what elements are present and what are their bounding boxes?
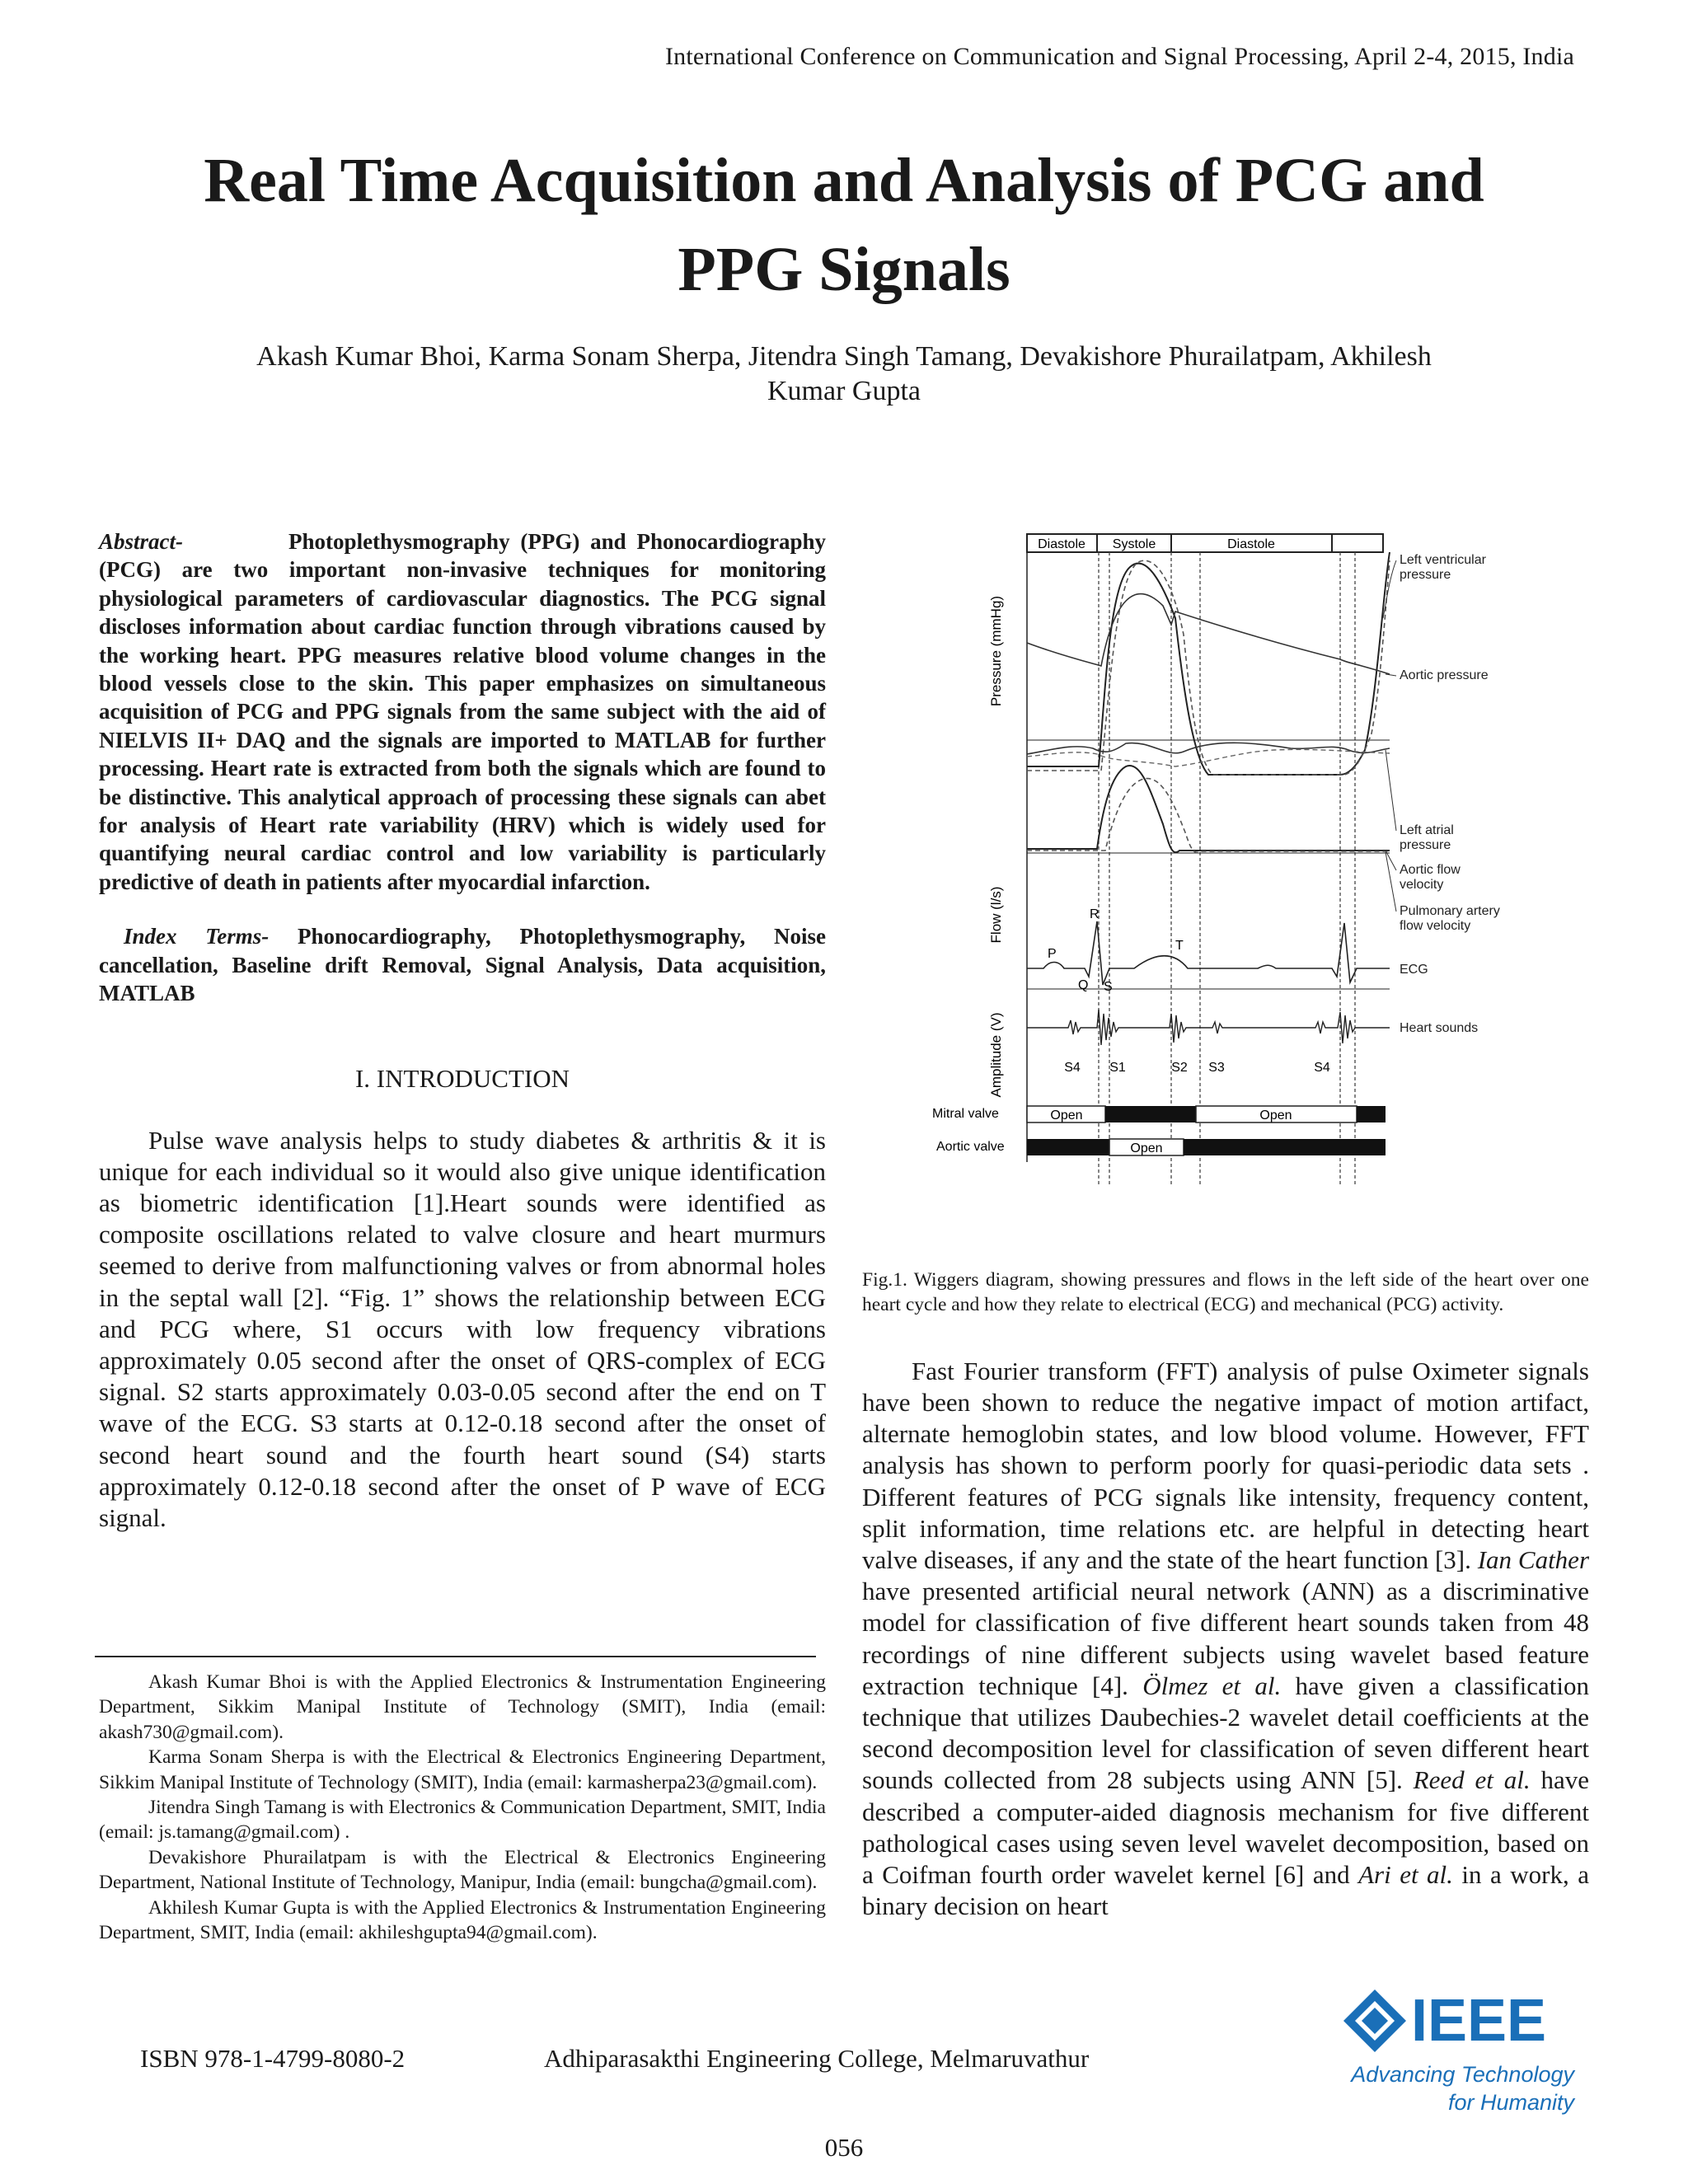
ecg-label-p: P (1048, 947, 1057, 961)
phase-label-diastole: Diastole (1038, 537, 1085, 551)
y-axis-pressure: Pressure (mmHg) (988, 595, 1004, 707)
index-terms-body: Phonocardiography, Photoplethysmography, Noise cancellation, Baseline drift Removal, Signal Analysis, Data acquisition, MATLAB (99, 924, 827, 1006)
text-run: have given a classification technique that utilizes Daubechies-2 wavelet detail coefficients at the second decomposition level for classification of seven different heart sounds collected from 28 subjects using ANN [5]. (862, 1671, 1590, 1795)
ecg-label-t: T (1175, 939, 1184, 953)
ecg-label-r: R (1090, 907, 1100, 921)
heart-sounds-trace (1027, 1010, 1390, 1045)
footnote-item: Devakishore Phurailatpam is with the Electrical & Electronics Engineering Department, National Institute of Technology, Manipur, India (email: bungcha@gmail.com). (99, 1846, 826, 1894)
mitral-open-label-2: Open (1259, 1108, 1292, 1122)
footnote-item: Akash Kumar Bhoi is with the Applied Electronics & Instrumentation Engineering Department, Sikkim Manipal Institute of Technology (SMIT), India (email: akash730@gmail.com). (99, 1671, 826, 1743)
right-column (862, 527, 1589, 1922)
label-lv-pressure-1: Left ventricular (1400, 553, 1486, 567)
index-terms (99, 922, 826, 1007)
section-heading-introduction: I. INTRODUCTION (354, 1063, 570, 1093)
y-axis-flow: Flow (l/s) (988, 886, 1004, 944)
title-line-2: PPG Signals (678, 235, 1010, 304)
paper-title (82, 136, 1606, 314)
lv-pressure-curve (1027, 552, 1390, 775)
left-atrial-pressure-curve (1027, 743, 1390, 754)
aortic-flow-curve (1027, 766, 1390, 852)
ref-reed: Reed et al. (1413, 1765, 1531, 1795)
mitral-valve-label: Mitral valve (932, 1107, 999, 1121)
title-line-1: Real Time Acquisition and Analysis of PCG and (204, 146, 1484, 215)
label-pulmonary-flow-1: Pulmonary artery (1400, 904, 1500, 918)
author-footnotes (99, 1670, 826, 1945)
sound-label-s3: S3 (1208, 1061, 1225, 1075)
related-work-paragraph (862, 1356, 1589, 1923)
ieee-wordmark: IEEE (1411, 1988, 1547, 2054)
abstract (99, 527, 826, 896)
introduction-paragraph: Pulse wave analysis helps to study diabetes & arthritis & it is unique for each individual so it would also give unique identification as biometric identification [1].Heart sounds were identified as composite oscillations related to valve closure and heart murmurs seemed to derive from malfunctioning valves or from abnormal holes in the septal wall [2]. “Fig. 1” shows the relationship between ECG and PCG where, S1 occurs with low frequency vibrations approximately 0.05 second after the onset of QRS-complex of ECG signal. S2 starts approximately 0.03-0.05 second after the end on T wave of the ECG. S3 starts at 0.12-0.18 second after the onset of second heart sound and the fourth heart sound (S4) starts approximately 0.12-0.18 second after the onset of P wave of ECG signal. (99, 1125, 826, 1532)
ecg-label-q: Q (1078, 978, 1089, 992)
aortic-pressure-curve (1027, 594, 1390, 674)
page-number: 056 (824, 2133, 864, 2162)
ref-olmez: Ölmez et al. (1142, 1671, 1282, 1700)
label-lv-pressure-2: pressure (1400, 568, 1451, 582)
sound-label-s4-2: S4 (1314, 1061, 1330, 1075)
label-aortic-flow-1: Aortic flow (1400, 863, 1461, 877)
abstract-lead: Abstract- (99, 529, 184, 554)
ecg-trace (1027, 921, 1390, 985)
left-column (99, 527, 826, 1534)
ecg-label-s: S (1104, 980, 1113, 994)
conference-header: International Conference on Communication and Signal Processing, April 2-4, 2015, India (664, 43, 1574, 70)
wiggers-diagram (928, 527, 1535, 1240)
venue: Adhiparasakthi Engineering College, Melmaruvathur (544, 2044, 1090, 2073)
ref-cather: Ian Cather (1477, 1545, 1590, 1575)
author-list (181, 340, 1507, 409)
aortic-valve-label: Aortic valve (936, 1140, 1005, 1154)
authors-line-1: Akash Kumar Bhoi, Karma Sonam Sherpa, Jitendra Singh Tamang, Devakishore Phurailatpam, Akhilesh (256, 341, 1432, 372)
index-terms-lead: Index Terms- (124, 924, 270, 949)
footnote-divider (95, 1656, 816, 1657)
label-aortic-pressure: Aortic pressure (1400, 668, 1489, 682)
footnote-item: Karma Sonam Sherpa is with the Electrical & Electronics Engineering Department, Sikkim Manipal Institute of Technology (SMIT), India (email: karmasherpa23@gmail.com). (99, 1746, 826, 1793)
sound-label-s4: S4 (1064, 1061, 1081, 1075)
footnote-item: Akhilesh Kumar Gupta is with the Applied Electronics & Instrumentation Engineering Department, SMIT, India (email: akhileshgupta94@gmail.com). (99, 1896, 826, 1944)
y-axis-amplitude: Amplitude (V) (988, 1012, 1004, 1098)
event-lines (1099, 552, 1355, 1187)
ieee-tagline (1319, 2060, 1574, 2116)
ieee-tagline-line-2: for Humanity (1447, 2090, 1574, 2115)
label-pulmonary-flow-2: flow velocity (1400, 919, 1471, 933)
text-run: have presented artificial neural network (ANN) as a discriminative model for classification of five different heart sounds taken from 48 recordings of nine different subjects using wavelet based feature extraction technique [4]. (862, 1577, 1589, 1700)
footnote-item: Jitendra Singh Tamang is with Electronics & Communication Department, SMIT, India (email: js.tamang@gmail.com) . (99, 1797, 826, 1844)
sound-label-s1: S1 (1109, 1061, 1126, 1075)
ieee-diamond-icon (1343, 1990, 1406, 2052)
label-heart-sounds: Heart sounds (1400, 1021, 1479, 1035)
abstract-body: Photoplethysmography (PPG) and Phonocardiography (PCG) are two important non-invasive techniques for monitoring physiological parameters of cardiovascular diagnostics. The PCG signal discloses information about cardiac function through vibrations caused by the working heart. PPG measures relative blood volume changes in the blood vessels close to the skin. This paper emphasizes on simultaneous acquisition of PCG and PPG signals from the same subject with the aid of NIELVIS II+ DAQ and the signals are imported to MATLAB for further processing. Heart rate is extracted from both the signals which are found to be distinctive. This analytical approach of processing these signals can abet for analysis of Heart rate variability (HRV) which is widely used for quantifying neural cardiac control and low variability is particularly predictive of death in patients after myocardial infarction. (99, 529, 827, 894)
sound-label-s2: S2 (1171, 1061, 1188, 1075)
right-column-text (862, 1356, 1589, 1923)
label-ecg: ECG (1400, 963, 1428, 977)
phase-label-diastole-2: Diastole (1227, 537, 1275, 551)
label-aortic-flow-2: velocity (1400, 878, 1444, 892)
ref-ari: Ari et al. (1358, 1860, 1453, 1890)
aortic-open-label: Open (1130, 1141, 1163, 1155)
mitral-open-label: Open (1050, 1108, 1083, 1122)
ieee-tagline-line-1: Advancing Technology (1351, 2062, 1574, 2087)
figure-caption: Fig.1. Wiggers diagram, showing pressures and flows in the left side of the heart over one heart cycle and how they relate to electrical (ECG) and mechanical (PCG) activity. (862, 1269, 1589, 1316)
text-run: in a work, a binary decision on heart (862, 1860, 1589, 1921)
label-left-atrial-1: Left atrial (1400, 823, 1454, 837)
text-run: have described a computer-aided diagnosis mechanism for five different pathological cases using seven level wavelet decomposition, based on a Coifman fourth order wavelet kernel [6] and (862, 1765, 1589, 1890)
phase-label-systole: Systole (1112, 537, 1156, 551)
wiggers-diagram-figure (928, 527, 1535, 1240)
authors-line-2: Kumar Gupta (767, 376, 921, 406)
text-run: Fast Fourier transform (FFT) analysis of pulse Oximeter signals have been shown to reduce the negative impact of motion artifact, alternate hemoglobin states, and low blood volume. However, FFT analysis has shown to perform poorly for quasi-periodic data sets . Different features of PCG signals like intensity, frequency content, split information, time relations etc. are helpful in detecting heart valve diseases, if any and the state of the heart function [3]. (862, 1356, 1589, 1575)
isbn: ISBN 978-1-4799-8080-2 (140, 2044, 406, 2073)
label-left-atrial-2: pressure (1400, 838, 1451, 852)
